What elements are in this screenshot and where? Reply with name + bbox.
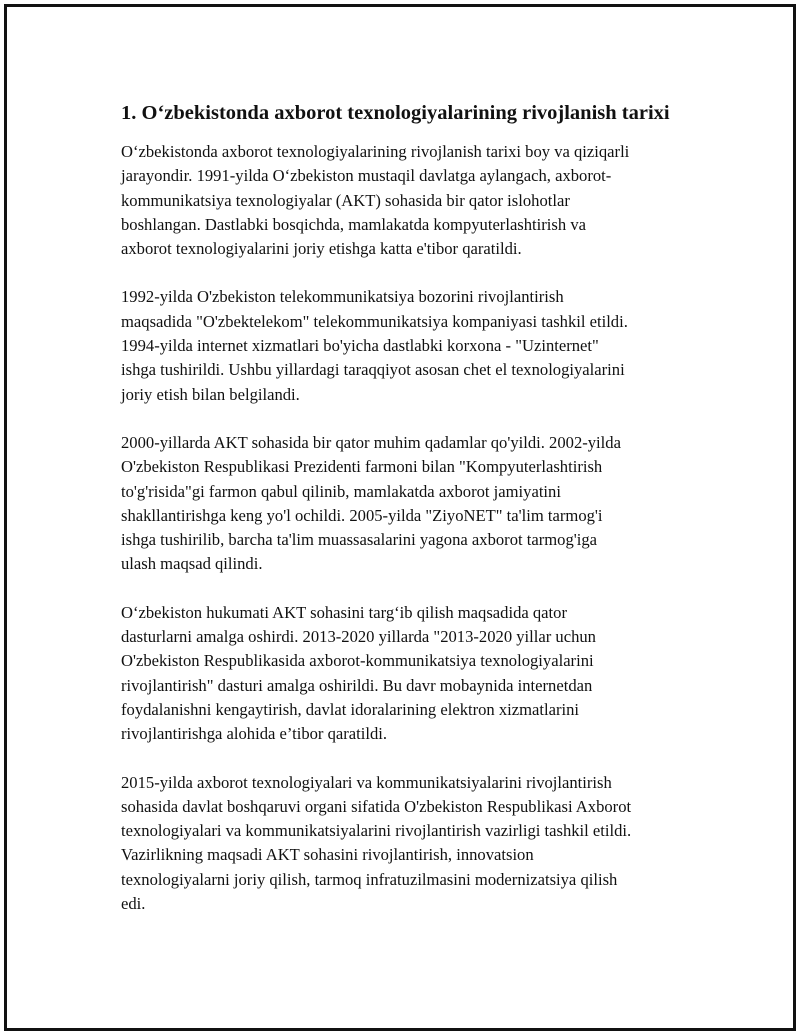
paragraph-line: maqsadida "O'zbektelekom" telekommunikatsiya kompaniyasi tashkil etildi. bbox=[121, 311, 628, 331]
paragraph-line: texnologiyalarni joriy qilish, tarmoq infratuzilmasini modernizatsiya qilish bbox=[121, 869, 618, 889]
paragraph-line: ishga tushirildi. Ushbu yillardagi taraqqiyot asosan chet el texnologiyalarini bbox=[121, 360, 625, 380]
paragraph-line: 2000-yillarda AKT sohasida bir qator muhim qadamlar qo'yildi. 2002-yilda bbox=[121, 432, 621, 452]
paragraph-line: edi. bbox=[121, 894, 146, 914]
paragraph-ministry bbox=[121, 771, 701, 917]
paragraph-line: O‘zbekiston hukumati AKT sohasini targ‘ib qilish maqsadida qator bbox=[121, 602, 567, 622]
paragraph-programs bbox=[121, 601, 701, 747]
paragraph-line: Vazirlikning maqsadi AKT sohasini rivojlantirish, innovatsion bbox=[121, 845, 534, 865]
paragraph-line: kommunikatsiya texnologiyalar (AKT) sohasida bir qator islohotlar bbox=[121, 190, 570, 210]
paragraph-line: joriy etish bilan belgilandi. bbox=[121, 384, 300, 404]
paragraph-line: O'zbekiston Respublikasi Prezidenti farmoni bilan "Kompyuterlashtirish bbox=[121, 457, 603, 477]
paragraph-line: shakllantirishga keng yo'l ochildi. 2005-yilda "ZiyoNET" ta'lim tarmog'i bbox=[121, 505, 603, 525]
paragraph-independence bbox=[121, 140, 701, 261]
paragraph-line: to'g'risida"gi farmon qabul qilinib, mamlakatda axborot jamiyatini bbox=[121, 481, 561, 501]
paragraph-line: 2015-yilda axborot texnologiyalari va kommunikatsiyalarini rivojlantirish bbox=[121, 772, 612, 792]
paragraph-line: rivojlantirish" dasturi amalga oshirildi. Bu davr mobaynida internetdan bbox=[121, 675, 593, 695]
paragraph-line: jarayondir. 1991-yilda O‘zbekiston mustaqil davlatga aylangach, axborot- bbox=[121, 166, 612, 186]
paragraph-line: 1994-yilda internet xizmatlari bo'yicha dastlabki korxona - "Uzinternet" bbox=[121, 336, 599, 356]
paragraph-line: dasturlarni amalga oshirdi. 2013-2020 yillarda "2013-2020 yillar uchun bbox=[121, 627, 596, 647]
paragraph-line: O'zbekiston Respublikasida axborot-kommunikatsiya texnologiyalarini bbox=[121, 651, 594, 671]
document-content bbox=[121, 99, 701, 940]
paragraph-line: 1992-yilda O'zbekiston telekommunikatsiya bozorini rivojlantirish bbox=[121, 287, 564, 307]
paragraph-line: foydalanishni kengaytirish, davlat idoralarining elektron xizmatlarini bbox=[121, 699, 580, 719]
paragraph-line: boshlangan. Dastlabki bosqichda, mamlakatda kompyuterlashtirish va bbox=[121, 214, 586, 234]
page-border bbox=[4, 4, 796, 1031]
paragraph-line: rivojlantirishga alohida e’tibor qaratildi. bbox=[121, 724, 388, 744]
paragraph-line: texnologiyalari va kommunikatsiyalarini rivojlantirish vazirligi tashkil etildi. bbox=[121, 821, 632, 841]
page-title: 1. O‘zbekistonda axborot texnologiyalarining rivojlanish tarixi bbox=[121, 102, 670, 124]
paragraph-line: ulash maqsad qilindi. bbox=[121, 554, 263, 574]
paragraph-2000s bbox=[121, 431, 701, 577]
paragraph-telecom bbox=[121, 285, 701, 406]
paragraph-line: sohasida davlat boshqaruvi organi sifatida O'zbekiston Respublikasi Axborot bbox=[121, 796, 632, 816]
paragraph-line: axborot texnologiyalarini joriy etishga katta e'tibor qaratildi. bbox=[121, 239, 522, 259]
paragraph-line: O‘zbekistonda axborot texnologiyalarining rivojlanish tarixi boy va qiziqarli bbox=[121, 142, 630, 161]
paragraph-line: ishga tushirilib, barcha ta'lim muassasalarini yagona axborot tarmog'iga bbox=[121, 530, 598, 550]
